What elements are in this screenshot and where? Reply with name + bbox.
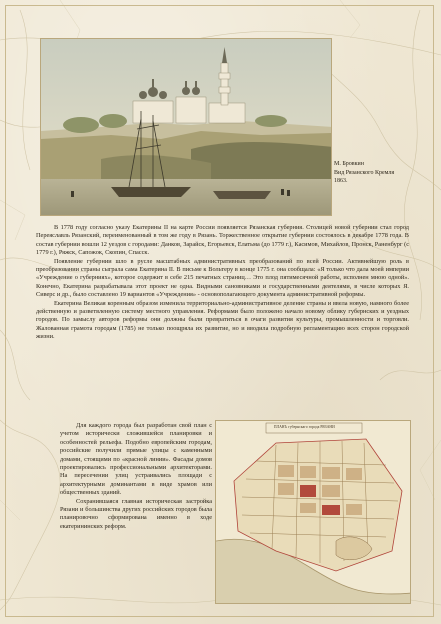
paragraph: В 1778 году согласно указу Екатерины II на карте России появляется Рязанская губерния. Столицей новой губернии стал город Переяславль Рязанский, переименованный в том же году в Рязань. Торжественное открытие губернии состоялось в декабре 1778 года. В состав губернии вошли 12 уездов с городами: Данков, Зарайск, Егорьевск, Елатьма (до 1779 г.), Касимов, Михайлов, Пронск, Раненбург (с 1779 г.), Ряжск, Сапожок, Скопин, Спасск. [36, 224, 409, 257]
main-text [36, 224, 409, 342]
kremlin-painting-image [41, 39, 332, 216]
paragraph: Екатерина Великая коренным образом изменила территориально-административное деление страны и ввела новую, намного более действенную и разветвленную систему местного управления. Реформами было положено начало новому облику губернских и уездных городов. По замыслу авторов реформы они должны были превратиться в очаги развития культуры, промышленности и торговли. Жалованная грамота городам (1785) не только поощряла их развитие, но и вводила подробную регламентацию всех сторон городской жизни. [36, 299, 409, 341]
paragraph: Появление губернии шло в русле масштабных административных преобразований по всей России. Активнейшую роль в преобразовании страны сыграла сама Екатерина II. В письме к Вольтеру в конце 1775 г. она сообщала: «Я только что дала моей империи «Учреждение о губерниях», которое содержит в себе 215 печатных страниц… Это плод пятимесячной работы, исполнен мною одной». Конечно, Екатерина разрабатывала этот проект не одна. Видными сановниками и государственными деятелями, в числе которых Я. Сиверс и др., было составлено 19 вариантов «Учреждения» - основополагающего документа административной реформы. [36, 257, 409, 299]
caption-author: М. Бровкин [334, 161, 364, 167]
kremlin-painting [40, 38, 332, 216]
painting-caption [334, 160, 434, 186]
paragraph: Для каждого города был разработан свой план с учетом исторически сложившейся планировки и особенностей рельефа. Подобно европейским городам, российские получили прямые улицы с каменными домами, стоящими по «красной линии». Фасады домов проектировались профессиональными архитекторами. На пересечении улиц устраивались площади с архитектурными доминантами в виде храмов или общественных зданий. [60, 422, 212, 497]
caption-title: Вид Рязанского Кремля [334, 169, 395, 176]
city-plan-map [215, 420, 411, 604]
paragraph: Сохранившаяся главная историческая застройка Рязани и большинства других российских городов была планировочно сформирована именно в ходе екатерининских реформ. [60, 497, 212, 530]
city-plan-image [216, 421, 411, 604]
plan-title: ПЛАНЪ губернскаго города РЯЗАНИ [274, 425, 335, 429]
side-column-text [60, 422, 212, 531]
caption-year: 1863. [334, 178, 348, 184]
